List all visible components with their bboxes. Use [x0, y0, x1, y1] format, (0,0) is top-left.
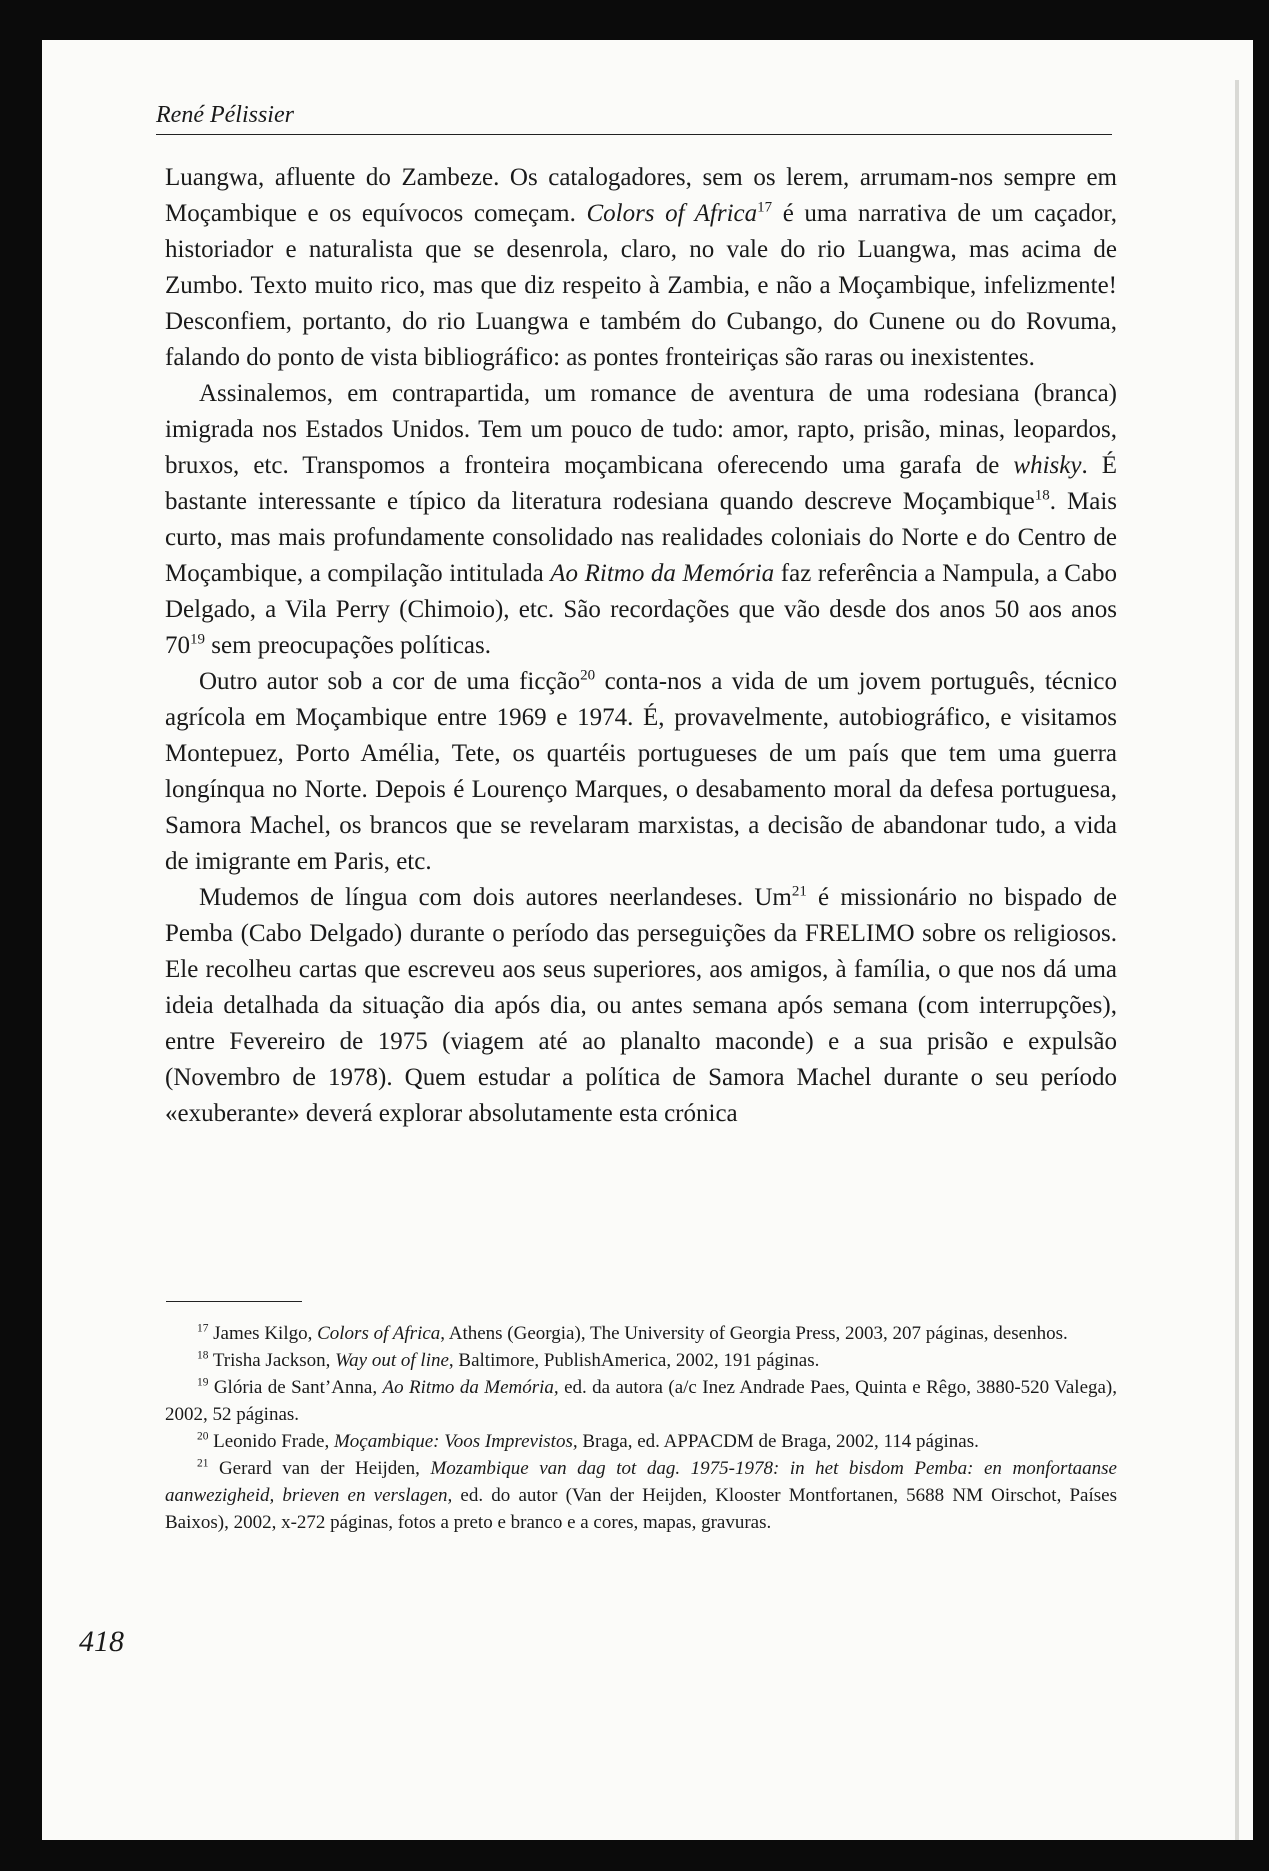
footnote-ref: 20 — [580, 667, 596, 684]
page-edge — [1235, 80, 1239, 1840]
footnote-ref: 18 — [1034, 487, 1050, 504]
footnote-ref: 17 — [757, 199, 773, 216]
footnote: $^{17}$ James Kilgo, Colors of Africa, Athens (Georgia), The University of Georgia Press, 2003, 207 páginas, desenhos. — [197, 1322, 1068, 1344]
footnote-ref: 19 — [190, 631, 205, 648]
running-title: René Pélissier — [156, 102, 294, 128]
footnotes — [165, 1320, 1117, 1536]
book-title: Ao Ritmo da Memória — [550, 560, 775, 587]
paragraph-3: Outro autor sob a cor de uma ficção$^{20}$ conta-nos a vida de um jovem português, técnico agrícola em Moçambique entre 1969 e 1974. É, provavelmente, autobiográfico, e visitamos Montepuez, Porto Amélia, Tete, os quartéis portugueses de um país que tem uma guerra longínqua no Norte. Depois é Lourenço Marques, o desabamento moral da defesa portuguesa, Samora Machel, os brancos que se revelaram marxistas, a decisão de abandonar tudo, a vida de imigrante em Paris, etc. — [165, 667, 1117, 875]
footnote: $^{20}$ Leonido Frade, Moçambique: Voos Imprevistos, Braga, ed. APPACDM de Braga, 2002, 114 páginas. — [197, 1430, 979, 1452]
footnote: $^{19}$ Glória de Sant’Anna, Ao Ritmo da Memória, ed. da autora (a/c Inez Andrade Paes, Quinta e Rêgo, 3880-520 Valega), 2002, 52 páginas. — [165, 1376, 1118, 1425]
footnote-separator — [166, 1301, 302, 1302]
footnote: $^{21}$ Gerard van der Heijden, Mozambique van dag tot dag. 1975-1978: in het bisdom Pemba: en monfortaanse aanwezigheid, brieven en verslagen, ed. do autor (Van der Heijden, Klooster Montfortanen, 5688 NM Oirschot, Países Baixos), 2002, x-272 páginas, fotos a preto e branco e a cores, mapas, gravuras. — [165, 1457, 1117, 1533]
footnote: $^{18}$ Trisha Jackson, Way out of line, Baltimore, PublishAmerica, 2002, 191 páginas. — [197, 1349, 820, 1371]
book-title: Colors of Africa — [586, 200, 758, 227]
emphasis: whisky — [1013, 452, 1082, 479]
running-header — [156, 100, 1112, 135]
main-text — [165, 160, 1117, 1132]
paragraph-1: Luangwa, afluente do Zambeze. Os catalogadores, sem os lerem, arrumam-nos sempre em Moçambique e os equívocos começam. Colors of Africa$^{17}$ é uma narrativa de um caçador, historiador e naturalista que se desenrola, claro, no vale do rio Luangwa, mas acima de Zumbo. Texto muito rico, mas que diz respeito à Zambia, e não a Moçambique, infelizmente! Desconfiem, portanto, do rio Luangwa e também do Cubango, do Cunene ou do Rovuma, falando do ponto de vista bibliográfico: as pontes fronteiriças são raras ou inexistentes. — [165, 164, 1117, 371]
page-number: 418 — [79, 1625, 124, 1658]
paragraph-2: Assinalemos, em contrapartida, um romance de aventura de uma rodesiana (branca) imigrada nos Estados Unidos. Tem um pouco de tudo: amor, rapto, prisão, minas, leopardos, bruxos, etc. Transpomos a fronteira moçambicana oferecendo uma garafa de whisky. É bastante interessante e típico da literatura rodesiana quando descreve Moçambique$^{18}$. Mais curto, mas mais profundamente consolidado nas realidades coloniais do Norte e do Centro de Moçambique, a compilação intitulada Ao Ritmo da Memória faz referência a Nampula, a Cabo Delgado, a Vila Perry (Chimoio), etc. São recordações que vão desde dos anos 50 aos anos $70^{19}$ sem preocupações políticas. — [165, 380, 1118, 659]
footnote-ref: 21 — [791, 883, 807, 900]
paragraph-4: Mudemos de língua com dois autores neerlandeses. Um$^{21}$ é missionário no bispado de Pemba (Cabo Delgado) durante o período das perseguições da FRELIMO sobre os religiosos. Ele recolheu cartas que escreveu aos seus superiores, aos amigos, à família, o que nos dá uma ideia detalhada da situação dia após dia, ou antes semana após semana (com interrupções), entre Fevereiro de 1975 (viagem até ao planalto maconde) e a sua prisão e expulsão (Novembro de 1978). Quem estudar a política de Samora Machel durante o seu período «exuberante» deverá explorar absolutamente esta crónica — [165, 883, 1117, 1127]
